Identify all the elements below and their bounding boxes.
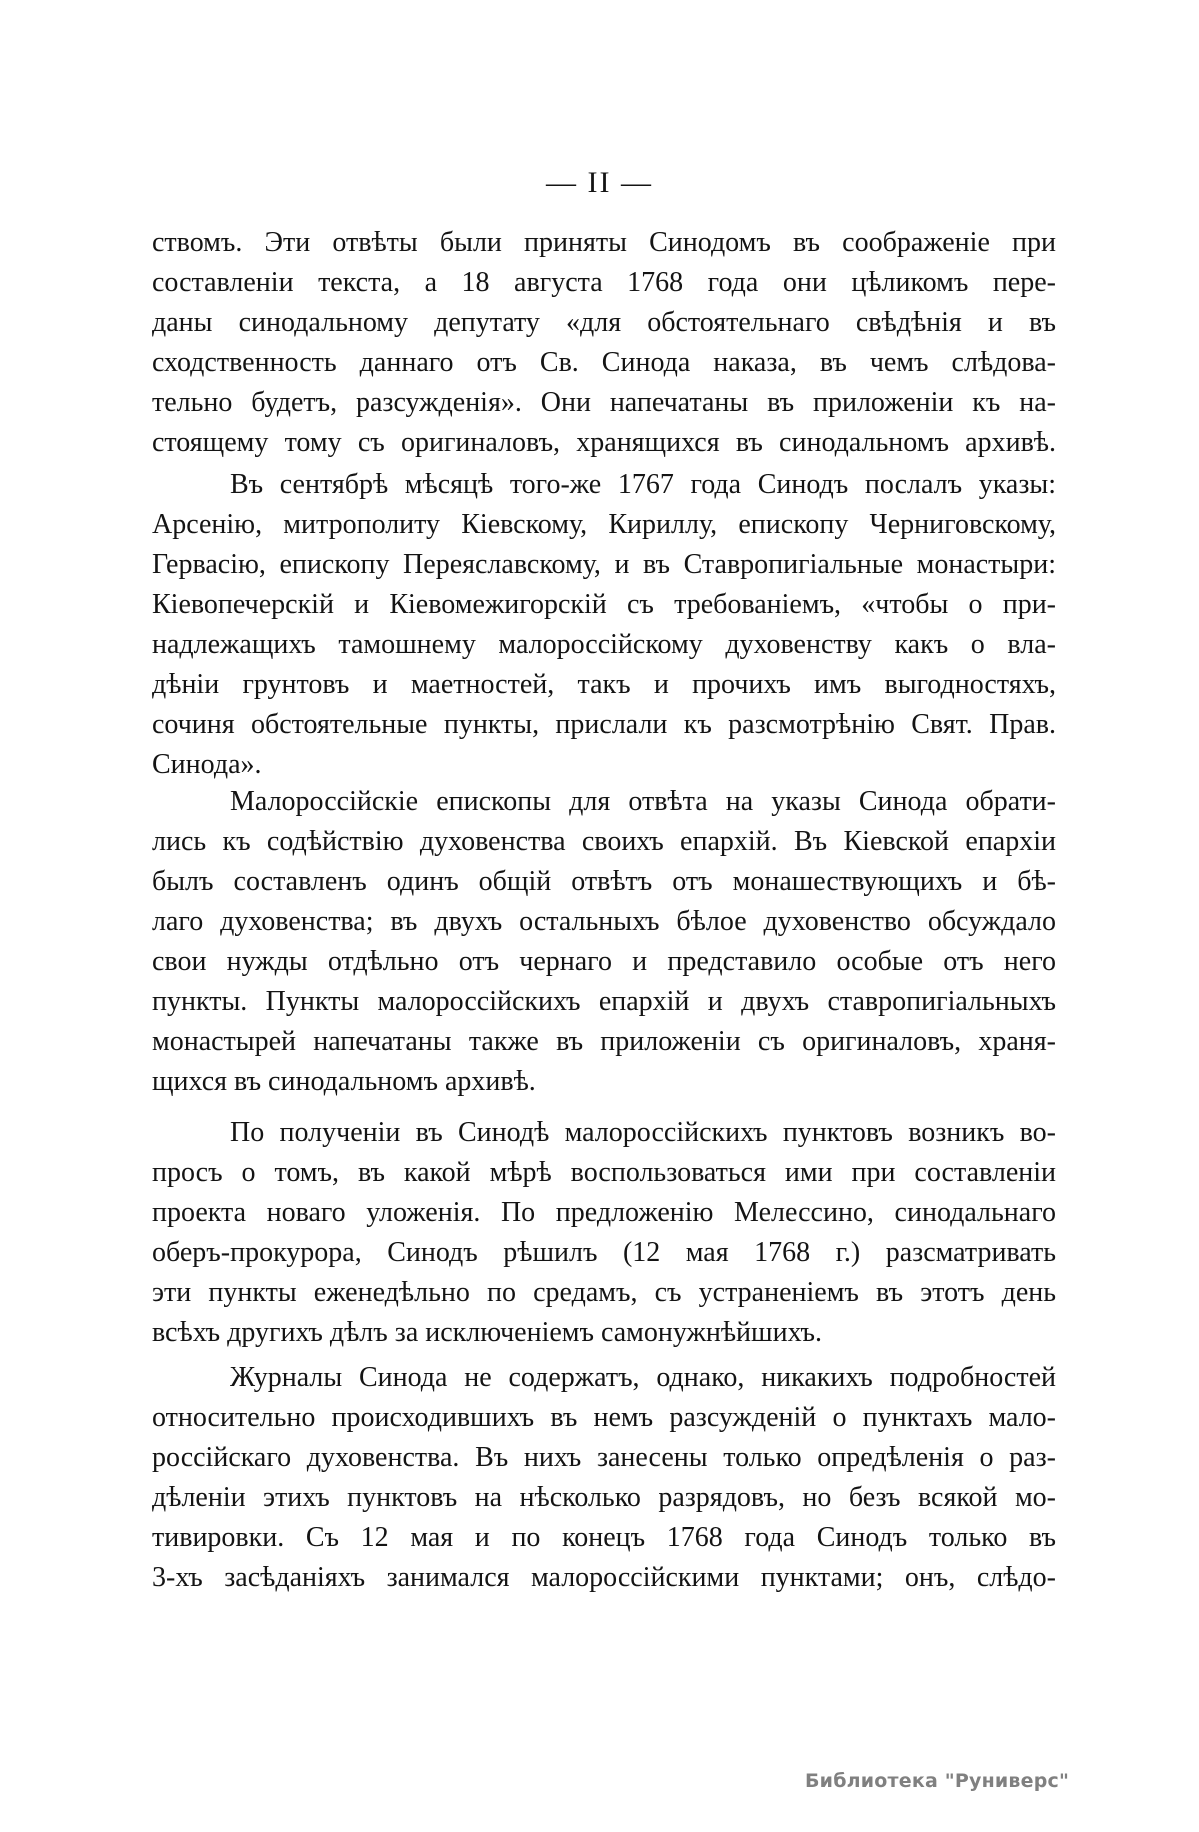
text-line: свои нужды отдѣльно отъ чернаго и представило особые отъ него (152, 946, 1056, 977)
library-watermark: Библиотека "Руниверс" (805, 1770, 1070, 1792)
text-line: эти пункты еженедѣльно по средамъ, съ устраненіемъ въ этотъ день (152, 1277, 1056, 1308)
text-line: тивировки. Съ 12 мая и по конецъ 1768 года Синодъ только въ (152, 1522, 1056, 1553)
text-line: проекта новаго уложенія. По предложенію Мелессино, синодальнаго (152, 1197, 1056, 1228)
text-line: былъ составленъ одинъ общій отвѣтъ отъ монашествующихъ и бѣ- (152, 866, 1056, 897)
text-line: Въ сентябрѣ мѣсяцѣ того-же 1767 года Синодъ послалъ указы: (230, 469, 1056, 500)
text-line: пункты. Пункты малороссійскихъ епархій и двухъ ставропигіальныхъ (152, 986, 1056, 1017)
text-line: Арсенію, митрополиту Кіевскому, Кириллу, епископу Черниговскому, (152, 509, 1056, 540)
paragraph (152, 782, 1056, 1102)
text-line: дѣленіи этихъ пунктовъ на нѣсколько разрядовъ, но безъ всякой мо- (152, 1482, 1056, 1513)
text-line: Малороссійскіе епископы для отвѣта на указы Синода обрати- (230, 786, 1056, 817)
text-line: Синода». (152, 749, 262, 780)
text-line: Гервасію, епископу Переяславскому, и въ Ставропигіальные монастыри: (152, 549, 1056, 580)
text-line: лись къ содѣйствію духовенства своихъ епархій. Въ Кіевской епархіи (152, 826, 1056, 857)
paragraph (152, 223, 1056, 463)
paragraph (152, 1113, 1056, 1353)
text-line: стоящему тому съ оригиналовъ, хранящихся въ синодальномъ архивѣ. (152, 427, 1056, 458)
text-line: надлежащихъ тамошнему малороссійскому духовенству какъ о вла- (152, 629, 1056, 660)
text-line: всѣхъ другихъ дѣлъ за исключеніемъ самонужнѣйшихъ. (152, 1317, 822, 1348)
text-line: щихся въ синодальномъ архивѣ. (152, 1066, 536, 1097)
text-line: составленіи текста, а 18 августа 1768 года они цѣликомъ пере- (152, 267, 1056, 298)
text-line: просъ о томъ, въ какой мѣрѣ воспользоваться ими при составленіи (152, 1157, 1056, 1188)
text-line: лаго духовенства; въ двухъ остальныхъ бѣлое духовенство обсуждало (152, 906, 1056, 937)
text-line: сочиня обстоятельные пункты, прислали къ разсмотрѣнію Свят. Прав. (152, 709, 1056, 740)
text-line: По полученіи въ Синодѣ малороссійскихъ пунктовъ возникъ во- (230, 1117, 1056, 1148)
text-line: относительно происходившихъ въ немъ разсужденій о пунктахъ мало- (152, 1402, 1056, 1433)
text-line: россійскаго духовенства. Въ нихъ занесены только опредѣленія о раз- (152, 1442, 1056, 1473)
text-line: монастырей напечатаны также въ приложеніи съ оригиналовъ, храня- (152, 1026, 1056, 1057)
text-line: Журналы Синода не содержатъ, однако, никакихъ подробностей (230, 1362, 1056, 1393)
paragraph (152, 1358, 1056, 1598)
text-line: оберъ-прокурора, Синодъ рѣшилъ (12 мая 1768 г.) разсматривать (152, 1237, 1056, 1268)
text-line: тельно будетъ, разсужденія». Они напечатаны въ приложеніи къ на- (152, 387, 1056, 418)
text-line: дѣніи грунтовъ и маетностей, такъ и прочихъ имъ выгодностяхъ, (152, 669, 1056, 700)
text-line: ствомъ. Эти отвѣты были приняты Синодомъ въ соображеніе при (152, 227, 1056, 258)
page-number: — II — (546, 166, 653, 199)
text-line: Кіевопечерскій и Кіевомежигорскій съ требованіемъ, «чтобы о при- (152, 589, 1056, 620)
text-line: 3-хъ засѣданіяхъ занимался малороссійскими пунктами; онъ, слѣдо- (152, 1562, 1056, 1593)
text-line: даны синодальному депутату «для обстоятельнаго свѣдѣнія и въ (152, 307, 1056, 338)
text-line: сходственность даннаго отъ Св. Синода наказа, въ чемъ слѣдова- (152, 347, 1056, 378)
paragraph (152, 465, 1056, 785)
